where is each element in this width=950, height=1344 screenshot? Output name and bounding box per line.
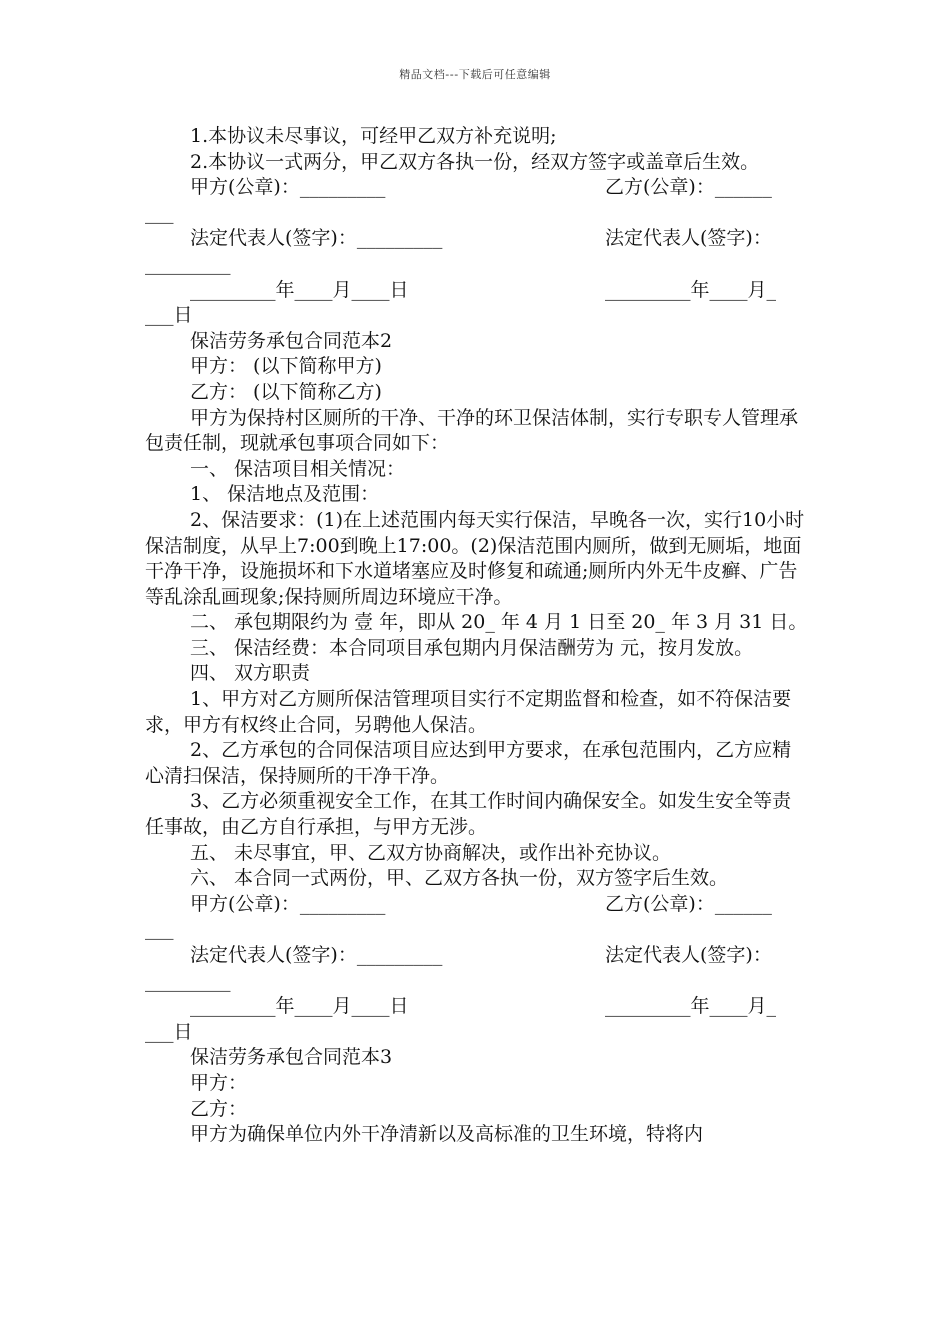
contract-2-item-2: 二、 承包期限约为 壹 年，即从 20_ 年 4 月 1 日至 20_ 年 3 月 31 日。	[190, 611, 808, 634]
party-a-date: _________年____月____日	[190, 278, 409, 301]
document-body	[145, 124, 810, 1148]
contract-2-party-b-representative-continued: _________	[145, 969, 231, 992]
clause-2: 2.本协议一式两分，甲乙双方各执一份，经双方签字或盖章后生效。	[190, 150, 760, 173]
contract-2-item-5: 五、 未尽事宜，甲、乙双方协商解决，或作出补充协议。	[190, 841, 672, 864]
party-b-representative-continued: _________	[145, 252, 231, 275]
party-a-representative: 法定代表人(签字)：_________	[190, 227, 443, 250]
contract-3-party-b: 乙方：	[190, 1097, 248, 1120]
contract-2-item-3: 三、 保洁经费：本合同项目承包期内月保洁酬劳为 元，按月发放。	[190, 636, 754, 659]
contract-2-party-b-representative: 法定代表人(签字)：	[605, 944, 772, 966]
party-b-date: _________年____月_	[605, 278, 777, 301]
contract-2-signature-rep-row	[145, 943, 810, 994]
contract-2-item-1-1: 1、 保洁地点及范围：	[190, 483, 380, 506]
page-header: 精品文档---下载后可任意编辑	[399, 68, 551, 81]
clause-1: 1.本协议未尽事议，可经甲乙双方补充说明;	[190, 125, 557, 147]
contract-2-item-4: 四、 双方职责	[190, 662, 311, 685]
contract-2-intro: 甲方为保持村区厕所的干净、干净的环卫保洁体制，实行专职专人管理承包责任制，现就承包事项合同如下：	[145, 406, 799, 455]
contract-2-party-a: 甲方： (以下简称甲方)	[190, 355, 382, 378]
party-b-seal: 乙方(公章)：______	[605, 176, 772, 199]
contract-2-party-a-representative: 法定代表人(签字)：_________	[190, 944, 443, 966]
party-b-date-continued: ___日	[145, 304, 193, 327]
contract-2-item-4-3: 3、乙方必须重视安全工作，在其工作时间内确保安全。如发生安全等责任事故，由乙方自行承担，与甲方无涉。	[145, 790, 792, 839]
party-b-seal-continued: ___	[145, 201, 174, 224]
contract-2-party-a-date: _________年____月____日	[190, 995, 409, 1018]
contract-2-item-1-2: 2、保洁要求：(1)在上述范围内每天实行保洁，早晚各一次，实行10小时保洁制度，从早上7:00到晚上17:00。(2)保洁范围内厕所，做到无厕垢，地面干净干净，设施损坏和下水道堵塞应及时修复和疏通;厕所内外无牛皮癣、广告等乱涂乱画现象;保持厕所周边环境应干净。	[145, 508, 805, 608]
contract-2-item-1: 一、 保洁项目相关情况：	[190, 457, 406, 480]
contract-2-party-b-seal: 乙方(公章)：______	[605, 892, 772, 915]
signature-date-row	[145, 278, 810, 329]
contract-2-item-6: 六、 本合同一式两份，甲、乙双方各执一份，双方签字后生效。	[190, 867, 729, 890]
contract-3-party-a: 甲方：	[190, 1071, 248, 1094]
contract-2-signature-seal-row	[145, 892, 810, 943]
party-a-seal: 甲方(公章)：_________	[190, 176, 386, 199]
contract-2-item-4-1: 1、甲方对乙方厕所保洁管理项目实行不定期监督和检查，如不符保洁要求，甲方有权终止合同，另聘他人保洁。	[145, 688, 792, 736]
contract-2-party-b-seal-continued: ___	[145, 918, 174, 941]
signature-seal-row	[145, 175, 810, 226]
contract-2-signature-date-row	[145, 994, 810, 1045]
contract-2-party-b-date: _________年____月_	[605, 995, 777, 1018]
contract-3-intro: 甲方为确保单位内外干净清新以及高标准的卫生环境，特将内	[190, 1123, 704, 1146]
signature-rep-row	[145, 226, 810, 277]
contract-2-item-4-2: 2、乙方承包的合同保洁项目应达到甲方要求，在承包范围内，乙方应精心清扫保洁，保持厕所的干净干净。	[145, 739, 792, 787]
party-b-representative: 法定代表人(签字)：	[605, 227, 772, 250]
contract-2-title: 保洁劳务承包合同范本2	[190, 329, 393, 352]
contract-2-party-b: 乙方： (以下简称乙方)	[190, 380, 382, 403]
contract-3-title: 保洁劳务承包合同范本3	[190, 1046, 393, 1069]
contract-2-party-a-seal: 甲方(公章)：_________	[190, 892, 386, 915]
contract-2-party-b-date-continued: ___日	[145, 1020, 193, 1043]
